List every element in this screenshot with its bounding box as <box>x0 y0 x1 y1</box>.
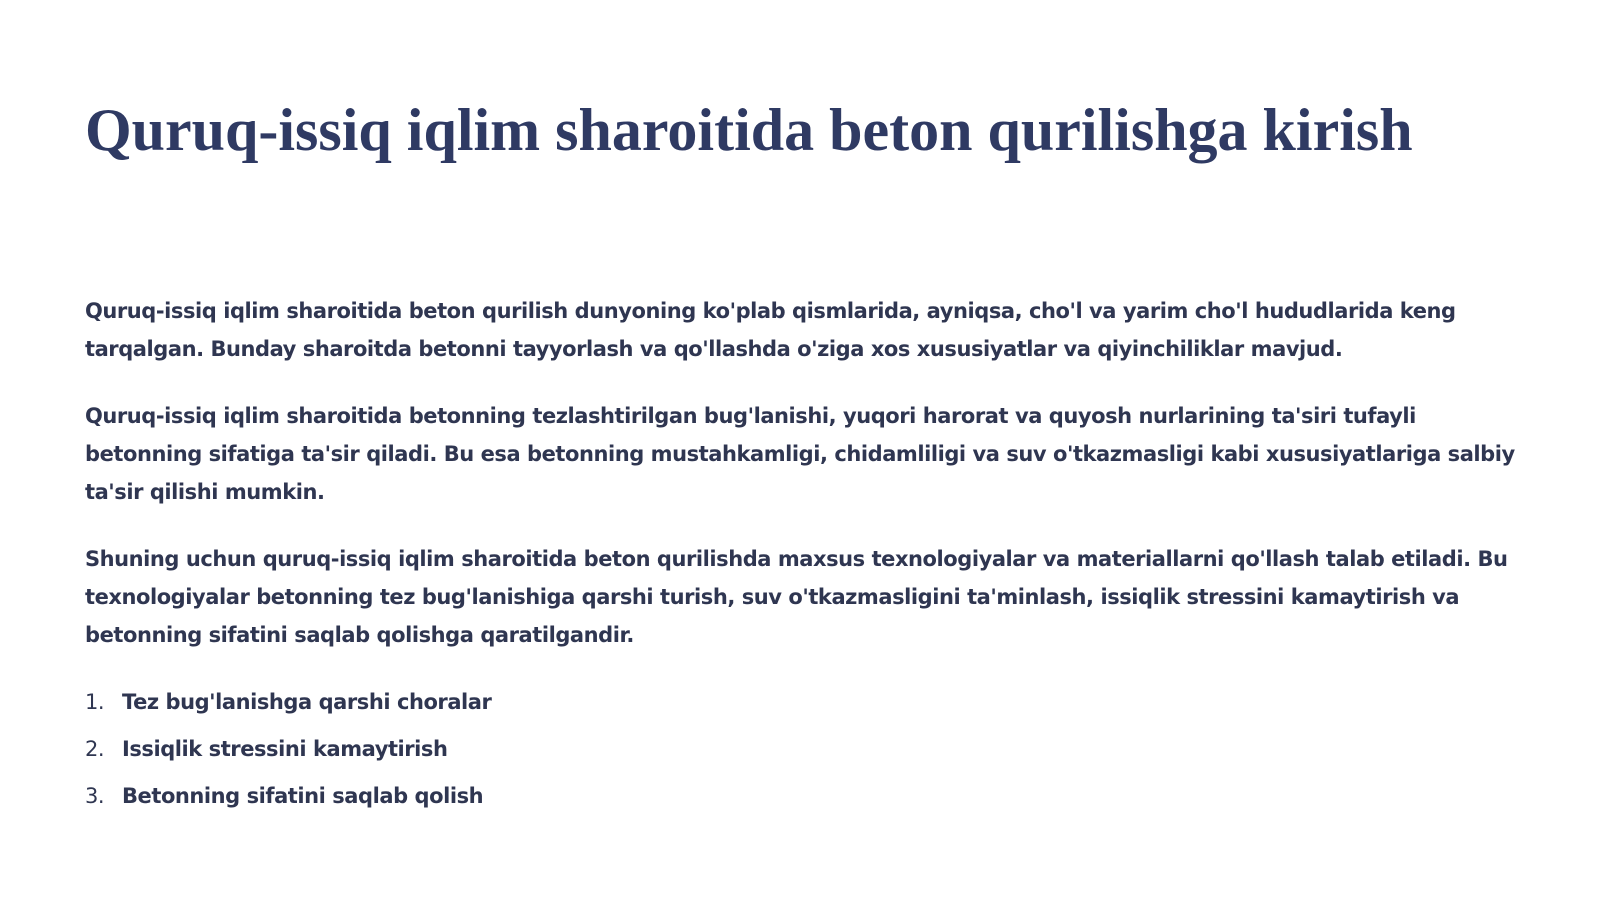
list-item-text: Betonning sifatini saqlab qolish <box>122 784 484 808</box>
list-item-number: 2. <box>85 737 105 761</box>
slide-title: Quruq-issiq iqlim sharoitida beton qurilishga kirish <box>85 97 1413 163</box>
list-item <box>85 777 1515 815</box>
paragraph-technologies: Shuning uchun quruq-issiq iqlim sharoitida beton qurilishda maxsus texnologiyalar va materiallarni qo'llash talab etiladi. Bu texnologiyalar betonning tez bug'lanishiga qarshi turish, suv o'tkazmasligini ta'minlash, issiqlik stressini kamaytirish va betonning sifatini saqlab qolishga qaratilgandir. <box>85 547 1508 647</box>
slide-content <box>85 292 1515 824</box>
paragraph-effects: Quruq-issiq iqlim sharoitida betonning tezlashtirilgan bug'lanishi, yuqori harorat va quyosh nurlarining ta'siri tufayli betonning sifatiga ta'sir qiladi. Bu esa betonning mustahkamligi, chidamliligi va suv o'tkazmasligi kabi xususiyatlariga salbiy ta'sir qilishi mumkin. <box>85 404 1515 504</box>
list-item <box>85 683 1515 721</box>
list-item <box>85 730 1515 768</box>
list-item-text: Issiqlik stressini kamaytirish <box>122 737 448 761</box>
list-item-text: Tez bug'lanishga qarshi choralar <box>122 690 492 714</box>
list-item-number: 3. <box>85 784 105 808</box>
list-item-number: 1. <box>85 690 105 714</box>
paragraph-intro: Quruq-issiq iqlim sharoitida beton qurilish dunyoning ko'plab qismlarida, ayniqsa, cho'l va yarim cho'l hududlarida keng tarqalgan. Bunday sharoitda betonni tayyorlash va qo'llashda o'ziga xos xususiyatlar va qiyinchiliklar mavjud. <box>85 299 1456 361</box>
numbered-list <box>85 683 1515 815</box>
